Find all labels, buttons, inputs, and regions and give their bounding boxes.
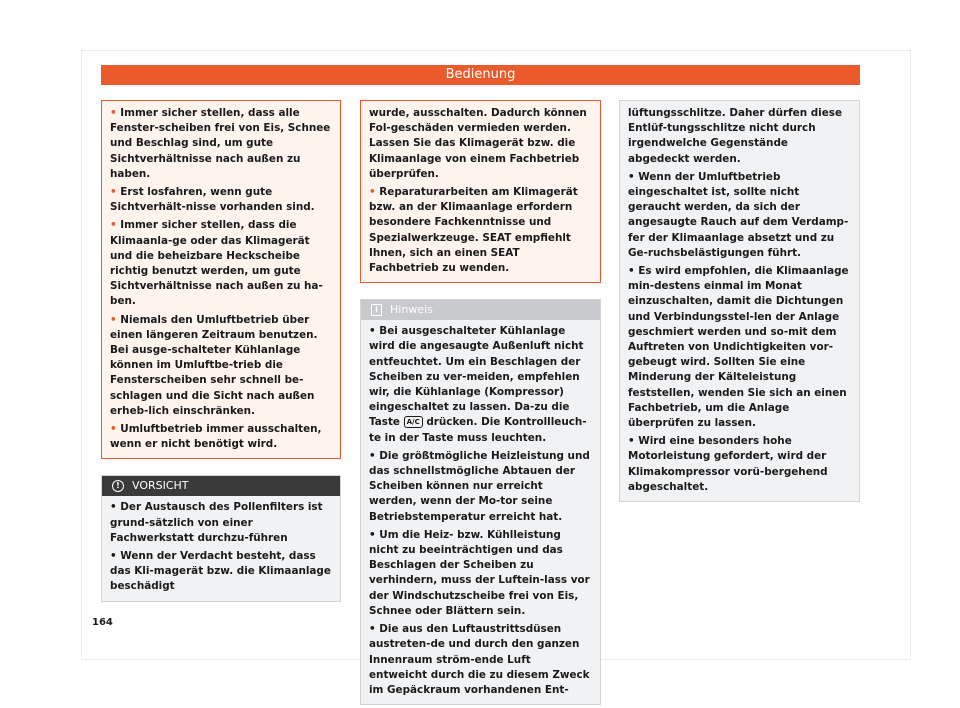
column-2 <box>360 100 601 705</box>
vorsicht-item: • Der Austausch des Pollenfilters ist grund-sätzlich von einer Fachwerkstatt durchzu-führen <box>110 501 323 544</box>
warning-item: • Niemals den Umluftbetrieb über einen längeren Zeitraum benutzen. Bei ausge-schalteter Kühlanlage können im Umluftbe-trieb die Fensterscheiben sehr schnell be-schlagen und die Sicht nach außen erheb-lich einschränken. <box>110 313 318 417</box>
warning-item: • Immer sicher stellen, dass die Klimaanla-ge oder das Klimagerät und die beheizbare Heckscheibe richtig benutzt werden, um gute Sichtverhältnisse nach außen zu ha-ben. <box>110 219 323 308</box>
hinweis-item: • Um die Heiz- bzw. Kühlleistung nicht zu beeinträchtigen und das Beschlagen der Scheiben zu verhindern, muss der Luftein-lass vor der Windschutzscheibe frei von Eis, Schnee oder Blättern sein. <box>369 528 590 617</box>
hinweis-item: • Wird eine besonders hohe Motorleistung gefordert, wird der Klimakompressor vorü-bergehend abgeschaltet. <box>628 435 828 493</box>
hinweis-item: • Die aus den Luftaustrittsdüsen austreten-de und durch den ganzen Innenraum ström-ende Luft entweicht durch die zu diesem Zweck im Gepäckraum vorhandenen Ent- <box>369 623 590 696</box>
hinweis-item: • Es wird empfohlen, die Klimaanlage min-destens einmal im Monat einzuschalten, damit die Dichtungen und Verbindungsstel-len der Anlage geschmiert werden und so-mit dem Auftreten von Undichtigkeiten vor-gebeugt wird. Sollten Sie eine Minderung der Kälteleistung feststellen, wenden Sie sich an einen Fachbetrieb, um die Anlage überprüfen zu lassen. <box>628 265 849 430</box>
warning-item: • Immer sicher stellen, dass alle Fenster-scheiben frei von Eis, Schnee und Beschlag sind, um gute Sichtverhältnisse nach außen zu haben. <box>110 107 331 180</box>
caution-icon: ! <box>112 480 124 492</box>
continuation-text: wurde, ausschalten. Dadurch können Fol-geschäden vermieden werden. Lassen Sie das Klimagerät bzw. die Klimaanlage von einem Fachbetrieb überprüfen. <box>369 107 587 180</box>
warning-item: • Umluftbetrieb immer ausschalten, wenn er nicht benötigt wird. <box>110 423 322 451</box>
vorsicht-box <box>101 475 341 601</box>
hinweis-continuation-box <box>619 100 860 502</box>
hinweis-header <box>361 300 600 320</box>
continuation-text: lüftungsschlitze. Daher dürfen diese Entlüf-tungsschlitze nicht durch irgendwelche Gegenstände abgedeckt werden. <box>628 107 842 165</box>
column-1 <box>101 100 341 602</box>
hinweis-item: • Bei ausgeschalteter Kühlanlage wird die angesaugte Außenluft nicht entfeuchtet. Um ein Beschlagen der Scheiben zu ver-meiden, empfehlen wir, die Kühlanlage (Kompressor) eingeschaltet zu lassen. Da-zu die Taste A/C drücken. Die Kontrollleuch-te in der Taste muss leuchten. <box>369 325 587 444</box>
ac-key-icon: A/C <box>404 416 423 428</box>
page-number: 164 <box>92 617 113 628</box>
column-3 <box>619 100 860 502</box>
warning-item: • Reparaturarbeiten am Klimagerät bzw. an der Klimaanlage erfordern besondere Fachkenntnisse und Spezialwerkzeuge. SEAT empfiehlt Ihnen, sich an einen SEAT Fachbetrieb zu wenden. <box>369 186 578 275</box>
vorsicht-title: VORSICHT <box>132 479 189 493</box>
warning-continuation-box <box>360 100 601 283</box>
vorsicht-item: • Wenn der Verdacht besteht, dass das Kli-magerät bzw. die Klimaanlage beschädigt <box>110 550 331 593</box>
warning-item: • Erst losfahren, wenn gute Sichtverhält-nisse vorhanden sind. <box>110 186 315 214</box>
page-header: Bedienung <box>101 65 860 85</box>
hinweis-item: • Wenn der Umluftbetrieb eingeschaltet ist, sollte nicht geraucht werden, da sich der angesaugte Rauch auf dem Verdamp-fer der Klimaanlage absetzt und zu Ge-ruchsbelästigungen führt. <box>628 170 849 259</box>
vorsicht-header <box>102 476 340 496</box>
hinweis-item: • Die größtmögliche Heizleistung und das schnellstmögliche Abtauen der Scheiben können nur erreicht werden, wenn der Mo-tor seine Betriebstemperatur erreicht hat. <box>369 449 590 523</box>
hinweis-box <box>360 299 601 705</box>
hinweis-title: Hinweis <box>390 303 433 317</box>
warning-box <box>101 100 341 459</box>
info-icon: i <box>371 304 382 316</box>
